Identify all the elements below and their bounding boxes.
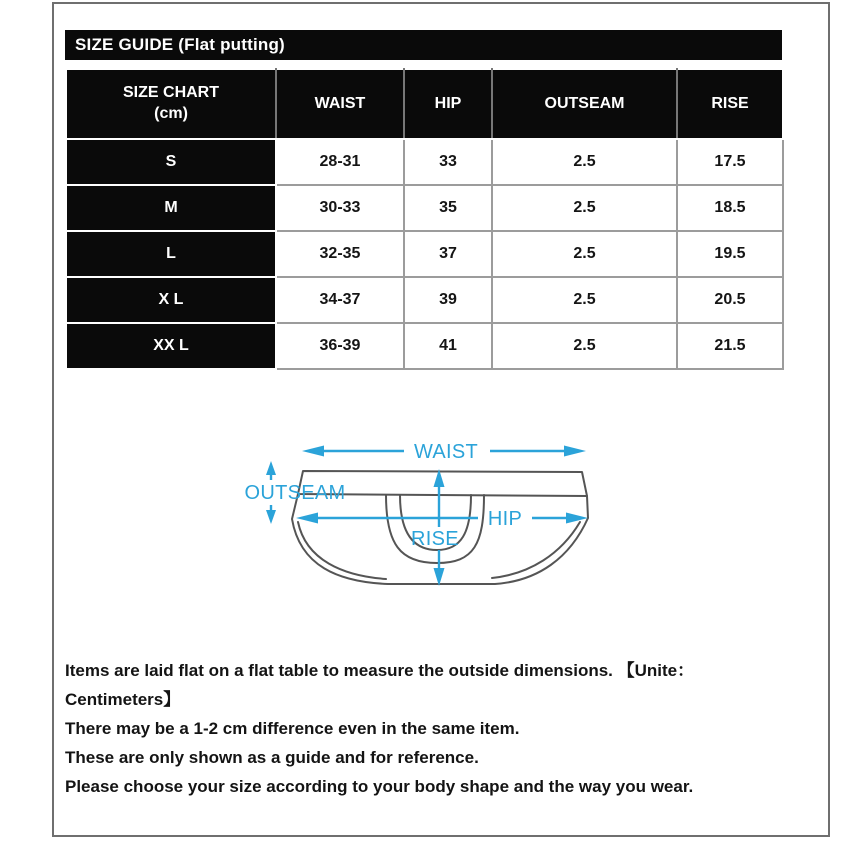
value-cell: 32-35 [276,231,404,277]
value-cell: 2.5 [492,139,677,185]
size-row-l [66,231,783,277]
size-cell: L [66,231,276,277]
note-line: There may be a 1-2 cm difference even in the same item. [65,719,520,738]
value-cell: 21.5 [677,323,783,369]
header-cell-size-chart [66,69,276,139]
size-cell: S [66,139,276,185]
value-cell: 30-33 [276,185,404,231]
value-cell: 20.5 [677,277,783,323]
value-cell: 19.5 [677,231,783,277]
size-row-xxl [66,323,783,369]
size-cell: XX L [66,323,276,369]
rise-arrow [411,469,459,586]
outseam-label: OUTSEAM [244,482,346,504]
header-cell-hip: HIP [404,69,492,139]
header-cell-rise: RISE [677,69,783,139]
value-cell: 2.5 [492,231,677,277]
table-body [66,139,783,369]
measurement-diagram [228,426,630,612]
size-cell: M [66,185,276,231]
value-cell: 36-39 [276,323,404,369]
header-cell-waist: WAIST [276,69,404,139]
value-cell: 28-31 [276,139,404,185]
size-chart-table [65,68,784,370]
page-title: SIZE GUIDE (Flat putting) [75,35,285,54]
hip-arrow [296,508,588,530]
value-cell: 37 [404,231,492,277]
value-cell: 18.5 [677,185,783,231]
briefs-diagram-svg [228,426,630,612]
table-header [66,69,783,139]
note-line: Please choose your size according to your body shape and the way you wear. [65,777,694,796]
waist-arrow [302,441,586,463]
title-bar [65,30,782,60]
left-leg-binding [298,522,386,579]
value-cell: 34-37 [276,277,404,323]
value-cell: 33 [404,139,492,185]
measurement-notes [65,656,782,801]
hip-arrowhead-left [296,513,318,524]
size-row-m [66,185,783,231]
note-line: These are only shown as a guide and for reference. [65,748,479,767]
waist-arrowhead-right [564,446,586,457]
content-area [65,30,782,801]
hip-arrowhead-right [566,513,588,524]
header-row [66,69,783,139]
note-line: Items are laid flat on a flat table to measure the outside dimensions. 【Unite： [65,661,695,680]
outseam-arrowhead-down [266,510,276,524]
size-row-s [66,139,783,185]
page-border-frame [52,2,830,837]
size-chart-unit: (cm) [154,105,188,122]
value-cell: 2.5 [492,277,677,323]
outseam-arrowhead-up [266,461,276,475]
value-cell: 17.5 [677,139,783,185]
waist-label: WAIST [413,441,479,463]
hip-label: HIP [487,508,523,530]
note-line: Centimeters】 [65,690,181,709]
size-chart-label: SIZE CHART [123,84,219,102]
value-cell: 41 [404,323,492,369]
value-cell: 39 [404,277,492,323]
value-cell: 2.5 [492,323,677,369]
size-row-xl [66,277,783,323]
value-cell: 2.5 [492,185,677,231]
value-cell: 35 [404,185,492,231]
waist-arrowhead-left [302,446,324,457]
size-cell: X L [66,277,276,323]
header-cell-outseam: OUTSEAM [492,69,677,139]
rise-label: RISE [411,528,459,550]
